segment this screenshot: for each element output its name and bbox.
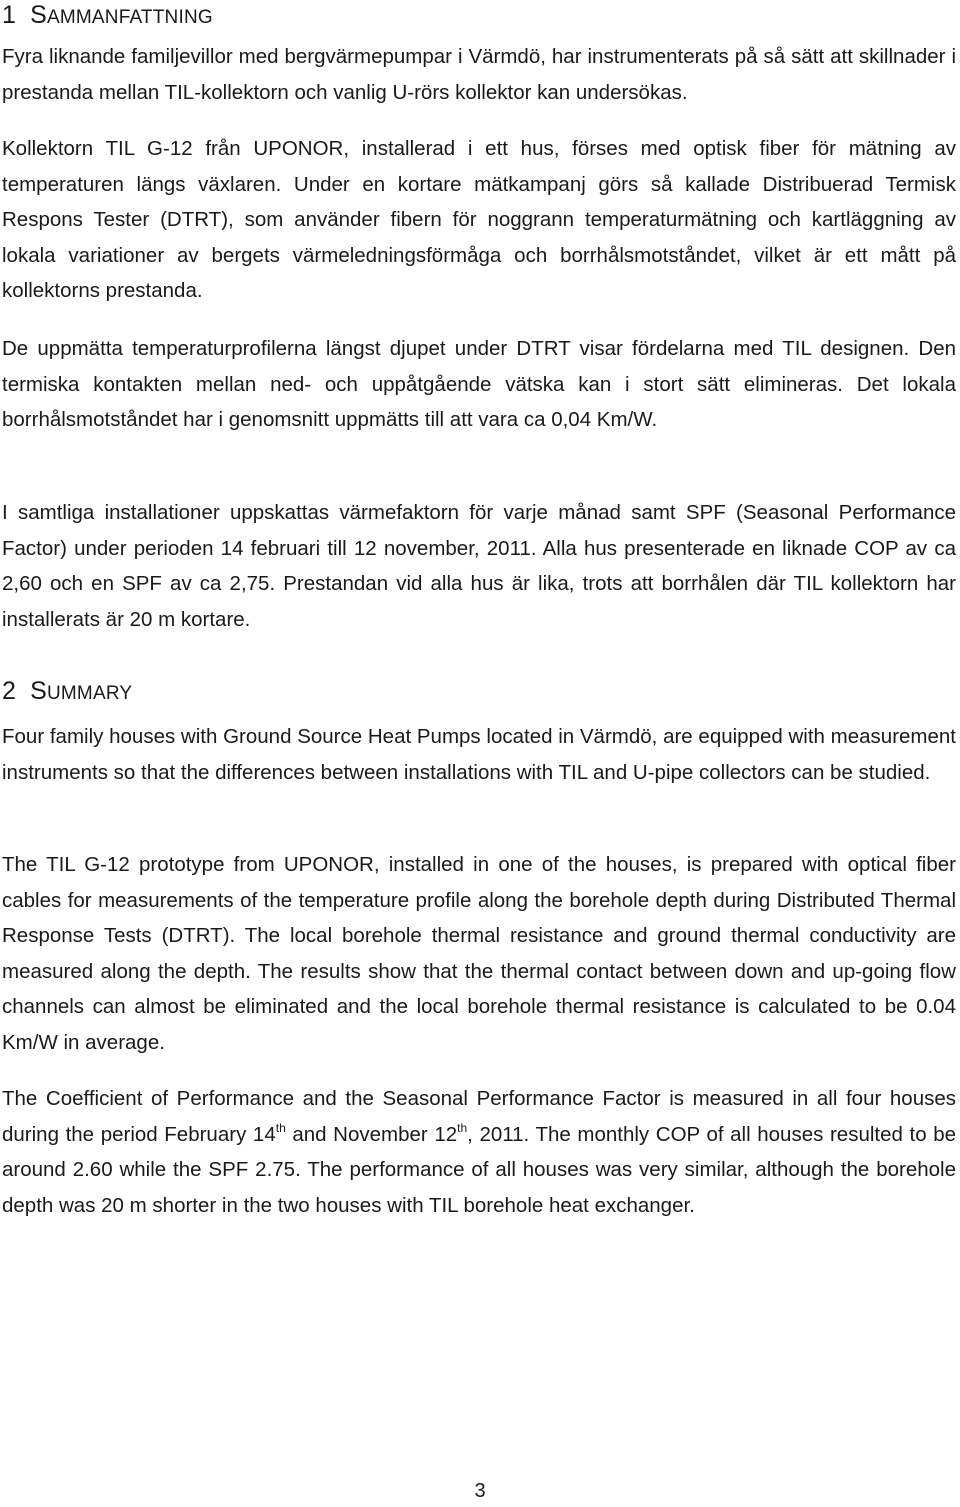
section-title-initial: S (30, 677, 47, 705)
page-number: 3 (474, 1480, 486, 1502)
superscript: th (275, 1120, 286, 1135)
section-heading-summary (2, 676, 132, 709)
section-heading-sammanfattning (2, 0, 213, 33)
paragraph-text: , 2011. The monthly COP of all houses resulted to be around 2.60 while the SPF 2.75. The performance of all houses was very similar, although the borehole depth was 20 m shorter in the two houses with TIL borehole heat exchanger. (2, 1122, 957, 1217)
paragraph: I samtliga installationer uppskattas värmefaktorn för varje månad samt SPF (Seasonal Performance Factor) under perioden 14 februari till 12 november, 2011. Alla hus presenterade en liknade COP av ca 2,60 och en SPF av ca 2,75. Prestandan vid alla hus är lika, trots att borrhålen där TIL kollektorn har installerats är 20 m kortare. (2, 501, 956, 631)
paragraph: The TIL G-12 prototype from UPONOR, installed in one of the houses, is prepared with optical fiber cables for measurements of the temperature profile along the borehole depth during Distributed Thermal Response Tests (DTRT). The local borehole thermal resistance and ground thermal conductivity are measured along the depth. The results show that the thermal contact between down and up-going flow channels can almost be eliminated and the local borehole thermal resistance is calculated to be 0.04 Km/W in average. (2, 853, 956, 1054)
section-title-rest: AMMANFATTNING (46, 7, 213, 28)
section-title-initial: S (30, 1, 47, 29)
paragraph: Fyra liknande familjevillor med bergvärmepumpar i Värmdö, har instrumenterats på så sätt att skillnader i prestanda mellan TIL-kollektorn och vanlig U-rörs kollektor kan undersökas. (2, 45, 956, 104)
paragraph: Four family houses with Ground Source Heat Pumps located in Värmdö, are equipped with measurement instruments so that the differences between installations with TIL and U-pipe collectors can be studied. (2, 725, 956, 784)
section-title-rest: UMMARY (46, 683, 133, 704)
paragraph: De uppmätta temperaturprofilerna längst djupet under DTRT visar fördelarna med TIL designen. Den termiska kontakten mellan ned- och uppåtgående vätska kan i stort sätt elimineras. Det lokala borrhålsmotståndet har i genomsnitt uppmätts till att vara ca 0,04 Km/W. (2, 337, 956, 431)
paragraph (2, 1081, 956, 1223)
paragraph-text: and November 12 (285, 1122, 458, 1146)
superscript: th (457, 1120, 468, 1135)
section-number: 2 (2, 677, 17, 705)
paragraph-text: The Coefficient of Performance and the Seasonal Performance Factor is measured in all four houses during the period February 14 (2, 1087, 956, 1146)
section-number: 1 (2, 1, 17, 29)
paragraph: Kollektorn TIL G-12 från UPONOR, installerad i ett hus, förses med optisk fiber för mätning av temperaturen längs växlaren. Under en kortare mätkampanj görs så kallade Distribuerad Termisk Respons Tester (DTRT), som använder fibern för noggrann temperaturmätning och kartläggning av lokala variationer av bergets värmeledningsförmåga och borrhålsmotståndet, vilket är ett mått på kollektorns prestanda. (2, 137, 956, 302)
